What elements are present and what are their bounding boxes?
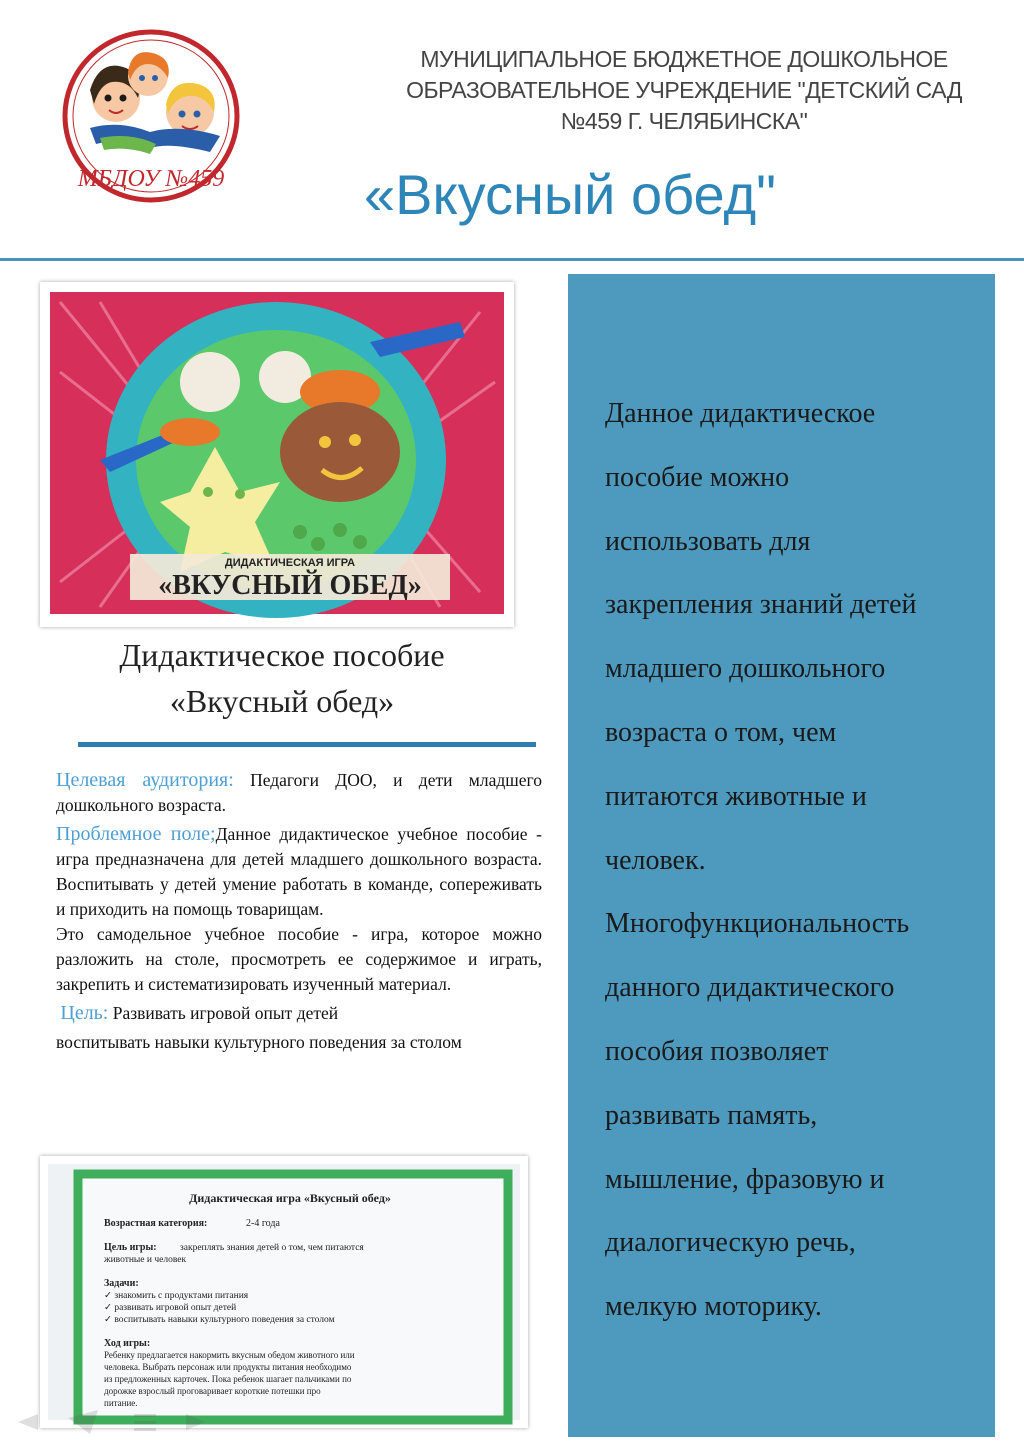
side-panel-line: данного дидактического [605,972,895,1004]
card-tasks-label: Задачи: [104,1278,139,1289]
side-panel-line: пособие можно [605,461,790,493]
audience-text: Педагоги ДОО, и дети младшего дошкольного возраста. [56,770,542,815]
caption-line: «Вкусный обед» [169,683,395,719]
side-panel-line: младшего дошкольного [605,653,886,685]
card-course-label: Ход игры: [104,1338,151,1349]
game-card-illustration [40,1156,528,1428]
side-panel-line: развивать память, [605,1099,818,1131]
card-age-label: Возрастная категория: [104,1218,208,1229]
audience-label: Целевая аудитория: [56,769,234,791]
card-age-value: 2-4 года [246,1218,280,1229]
problem-label: Проблемное поле; [56,823,216,845]
side-panel-line: пособия позволяет [605,1035,829,1067]
problem-text-continued: Это самодельное учебное пособие - игра, которое можно разложить на столе, просмотреть ее содержимое и играть, закрепить и систематизировать изученный материал. [56,924,542,994]
card-title: Дидактическая игра «Вкусный обед» [189,1191,391,1205]
side-panel-line: мелкую моторику. [605,1291,822,1323]
game-card-photo [40,1156,528,1428]
goal-label: Цель: [60,1002,109,1024]
audience-paragraph [56,768,542,818]
org-line: №459 Г. ЧЕЛЯБИНСКА" [560,108,808,134]
card-task-item: ✓ знакомить с продуктами питания [104,1291,249,1301]
cover-label-big: «ВКУСНЫЙ ОБЕД» [158,570,422,601]
caption-divider [78,742,536,747]
side-panel-line: Многофункциональность [605,908,910,940]
card-course-line: Ребенку предлагается накормить вкусным обедом животного или [104,1350,355,1360]
logo-text: МБДОУ №459 [77,166,225,192]
side-panel-line: мышление, фразовую и [605,1163,885,1195]
description-block [56,768,542,1055]
side-panel-line: возраста о том, чем [605,716,837,748]
arrow-left-icon[interactable] [18,1414,38,1430]
cover-label-small: ДИДАКТИЧЕСКАЯ ИГРА [224,557,356,569]
org-line: МУНИЦИПАЛЬНОЕ БЮДЖЕТНОЕ ДОШКОЛЬНОЕ [420,46,948,72]
card-course-line: из предложенных карточек. Пока ребенок шагает пальчиками по [104,1374,352,1384]
caption-line: Дидактическое пособие [119,637,445,673]
card-course-line: дорожке взрослый проговаривает короткие потешки про [104,1386,321,1396]
side-panel-line: использовать для [605,525,811,557]
side-panel-line: диалогическую речь, [605,1227,856,1259]
menu-icon[interactable] [134,1414,156,1431]
card-course-line: человека. Выбрать персонаж или продукты питания необходимо [104,1362,352,1372]
organization-name [380,44,988,137]
arrow-right-icon[interactable] [186,1414,206,1430]
card-goal-label: Цель игры: [104,1242,157,1253]
arrow-back-icon[interactable] [68,1410,98,1434]
card-course-line: питание. [104,1398,138,1408]
side-panel-text [605,382,975,1339]
side-panel-line: Данное дидактическое [605,398,876,429]
header-divider [0,258,1024,261]
page-title: «Вкусный обед" [363,163,777,226]
goal-paragraph [56,1001,542,1026]
side-panel-line: человек. [605,844,706,876]
problem-paragraph [56,822,542,922]
goal-text-continued: воспитывать навыки культурного поведения за столом [56,1032,462,1052]
card-goal-text: животные и человек [104,1255,187,1265]
side-panel-line: питаются животные и [605,780,867,812]
card-goal-text: закреплять знания детей о том, чем питаются [180,1243,364,1253]
side-panel-line: закрепления знаний детей [605,589,917,621]
problem-text: Данное дидактическое учебное пособие - игра предназначена для детей младшего дошкольного возраста. Воспитывать у детей умение работать в команде, сопереживать и приходить на помощь товарищам. [56,824,543,919]
goal-text: Развивать игровой опыт детей [108,1003,339,1023]
photo-caption [60,632,504,724]
kindergarten-logo [60,28,242,204]
card-task-item: ✓ воспитывать навыки культурного поведения за столом [104,1315,335,1325]
cover-illustration [40,282,514,627]
game-cover-photo [40,282,514,627]
card-task-item: ✓ развивать игровой опыт детей [104,1303,237,1313]
org-line: ОБРАЗОВАТЕЛЬНОЕ УЧРЕЖДЕНИЕ "ДЕТСКИЙ САД [406,77,962,103]
viewer-nav[interactable] [8,1404,208,1440]
